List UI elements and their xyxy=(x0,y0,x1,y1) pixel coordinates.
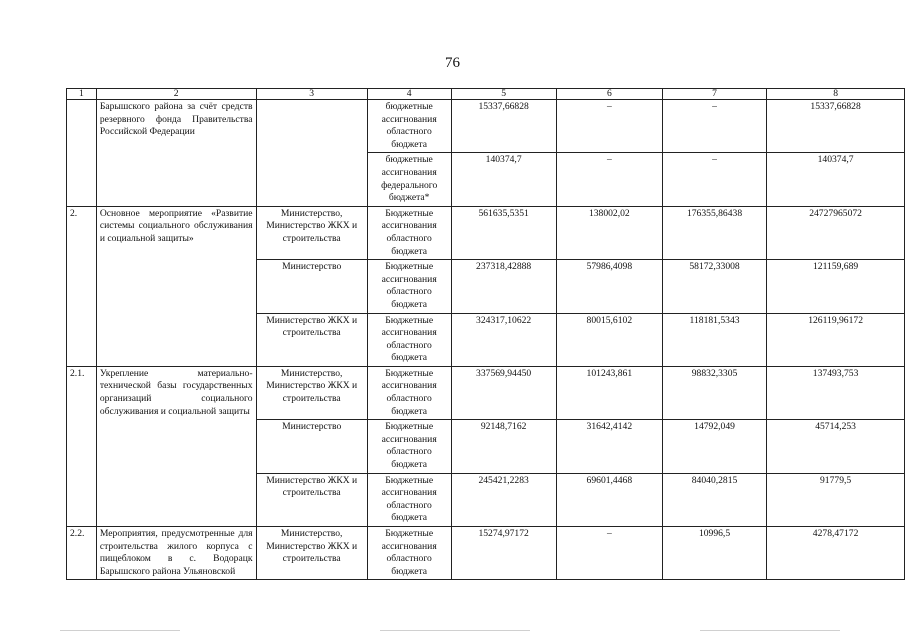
scan-artifact-line xyxy=(380,630,530,631)
executor-cell: Министерство, Министерство ЖКХ и строительства xyxy=(256,527,367,580)
measure-name: Укрепление материально-технической базы государственных организаций социального обслуживания и социальной защиты xyxy=(96,366,256,526)
executor-cell: Министерство xyxy=(256,420,367,473)
column-header: 3 xyxy=(256,89,367,100)
page-number: 76 xyxy=(445,55,460,71)
year2-value: – xyxy=(662,153,766,206)
table-row xyxy=(67,527,905,580)
year2-value: – xyxy=(662,100,766,153)
column-number-row xyxy=(67,89,905,100)
year2-value: 58172,33008 xyxy=(662,260,766,313)
row-number xyxy=(67,100,97,207)
funding-source: бюджетные ассигнования федерального бюджета* xyxy=(367,153,451,206)
column-header: 6 xyxy=(556,89,662,100)
row-number: 2. xyxy=(67,206,97,366)
row-number: 2.1. xyxy=(67,366,97,526)
funding-source: Бюджетные ассигнования областного бюджета xyxy=(367,260,451,313)
total-value: 561635,5351 xyxy=(451,206,556,259)
year3-value: 4278,47172 xyxy=(767,527,905,580)
year2-value: 84040,2815 xyxy=(662,473,766,526)
executor-cell: Министерство ЖКХ и строительства xyxy=(256,313,367,366)
year1-value: – xyxy=(556,527,662,580)
measure-name: Барышского района за счёт средств резервного фонда Правительства Российской Федерации xyxy=(96,100,256,207)
column-header: 1 xyxy=(67,89,97,100)
row-number: 2.2. xyxy=(67,527,97,580)
year1-value: 80015,6102 xyxy=(556,313,662,366)
column-header: 7 xyxy=(662,89,766,100)
year1-value: 57986,4098 xyxy=(556,260,662,313)
year3-value: 121159,689 xyxy=(767,260,905,313)
funding-source: Бюджетные ассигнования областного бюджета xyxy=(367,313,451,366)
funding-source: Бюджетные ассигнования областного бюджета xyxy=(367,527,451,580)
table-row xyxy=(67,366,905,419)
table-row xyxy=(67,100,905,153)
year3-value: 24727965072 xyxy=(767,206,905,259)
table-row xyxy=(67,206,905,259)
year2-value: 176355,86438 xyxy=(662,206,766,259)
total-value: 15337,66828 xyxy=(451,100,556,153)
funding-source: Бюджетные ассигнования областного бюджета xyxy=(367,366,451,419)
funding-source: бюджетные ассигнования областного бюджета xyxy=(367,100,451,153)
year3-value: 15337,66828 xyxy=(767,100,905,153)
column-header: 2 xyxy=(96,89,256,100)
scan-artifact-line xyxy=(700,630,840,631)
executor-cell: Министерство ЖКХ и строительства xyxy=(256,473,367,526)
executor-cell: Министерство, Министерство ЖКХ и строительства xyxy=(256,206,367,259)
year3-value: 137493,753 xyxy=(767,366,905,419)
year3-value: 45714,253 xyxy=(767,420,905,473)
total-value: 140374,7 xyxy=(451,153,556,206)
scan-artifact-line xyxy=(60,630,180,631)
total-value: 237318,42888 xyxy=(451,260,556,313)
total-value: 15274,97172 xyxy=(451,527,556,580)
funding-source: Бюджетные ассигнования областного бюджета xyxy=(367,473,451,526)
total-value: 245421,2283 xyxy=(451,473,556,526)
year3-value: 126119,96172 xyxy=(767,313,905,366)
year2-value: 10996,5 xyxy=(662,527,766,580)
total-value: 92148,7162 xyxy=(451,420,556,473)
budget-table xyxy=(66,88,905,580)
year1-value: 31642,4142 xyxy=(556,420,662,473)
measure-name: Основное мероприятие «Развитие системы социального обслуживания и социальной защиты» xyxy=(96,206,256,366)
year3-value: 91779,5 xyxy=(767,473,905,526)
year2-value: 118181,5343 xyxy=(662,313,766,366)
year1-value: 138002,02 xyxy=(556,206,662,259)
year1-value: 101243,861 xyxy=(556,366,662,419)
year1-value: 69601,4468 xyxy=(556,473,662,526)
executor-cell: Министерство, Министерство ЖКХ и строительства xyxy=(256,366,367,419)
column-header: 4 xyxy=(367,89,451,100)
total-value: 337569,94450 xyxy=(451,366,556,419)
measure-name: Мероприятия, предусмотренные для строительства жилого корпуса с пищеблоком в с. Водорацк Барышского района Ульяновской xyxy=(96,527,256,580)
column-header: 8 xyxy=(767,89,905,100)
year3-value: 140374,7 xyxy=(767,153,905,206)
year1-value: – xyxy=(556,153,662,206)
funding-source: Бюджетные ассигнования областного бюджета xyxy=(367,206,451,259)
column-header: 5 xyxy=(451,89,556,100)
year1-value: – xyxy=(556,100,662,153)
total-value: 324317,10622 xyxy=(451,313,556,366)
funding-source: Бюджетные ассигнования областного бюджета xyxy=(367,420,451,473)
year2-value: 14792,049 xyxy=(662,420,766,473)
executor-cell xyxy=(256,100,367,207)
year2-value: 98832,3305 xyxy=(662,366,766,419)
executor-cell: Министерство xyxy=(256,260,367,313)
